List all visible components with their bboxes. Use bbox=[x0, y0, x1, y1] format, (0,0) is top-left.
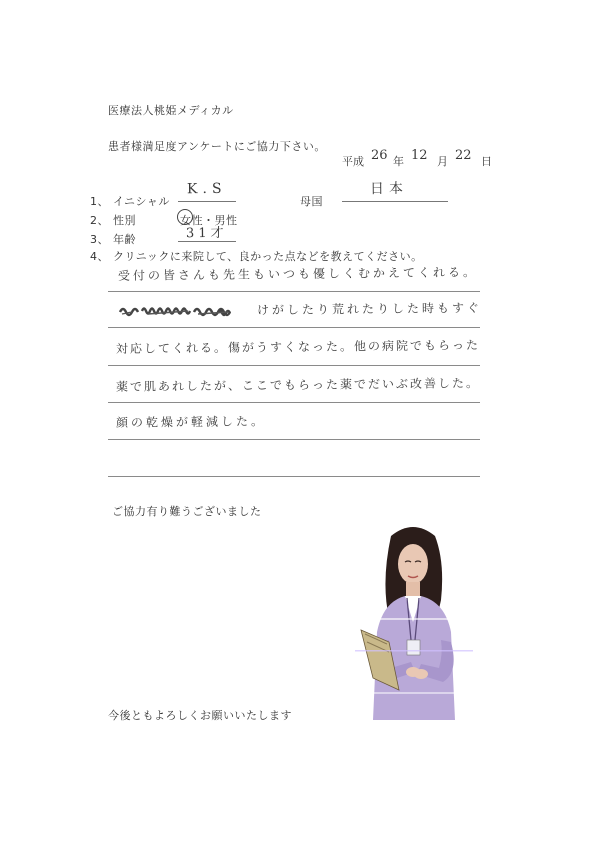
thanks-message: ご協力有り難うございました bbox=[112, 505, 262, 518]
q1-label: イニシャル bbox=[113, 195, 170, 208]
date-month: 12 bbox=[411, 148, 428, 163]
q1-number: 1、 bbox=[90, 195, 109, 208]
q2-number: 2、 bbox=[90, 214, 109, 227]
q3-age-answer: 31才 bbox=[185, 225, 228, 242]
q2-label: 性別 bbox=[113, 214, 136, 227]
date-year-unit: 年 bbox=[393, 155, 404, 168]
ruled-line-5 bbox=[108, 439, 480, 440]
country-label: 母国 bbox=[300, 195, 323, 208]
ruled-line-6 bbox=[108, 476, 480, 477]
q3-number: 3、 bbox=[90, 233, 109, 246]
comment-line-4: 薬で肌あれしたが、ここでもらった薬でだいぶ改善した。 bbox=[115, 376, 481, 394]
q3-label: 年齢 bbox=[113, 233, 136, 246]
date-day: 22 bbox=[455, 148, 472, 163]
ruled-line-3 bbox=[108, 365, 480, 366]
comment-line-5: 顔の乾燥が軽減した。 bbox=[115, 414, 267, 430]
q1-answer-initials: K.S bbox=[186, 180, 227, 198]
ruled-line-4 bbox=[108, 402, 480, 403]
date-month-unit: 月 bbox=[437, 155, 448, 168]
initials-underline bbox=[178, 201, 236, 202]
date-year: 26 bbox=[371, 148, 388, 163]
date-day-unit: 日 bbox=[481, 155, 492, 168]
crossed-out-scribble bbox=[118, 302, 236, 322]
company-name: 医療法人桃姫メディカル bbox=[108, 104, 234, 117]
ruled-line-2 bbox=[108, 327, 480, 328]
q4-label: クリニックに来院して、良かった点などを教えてください。 bbox=[113, 250, 423, 263]
comment-line-1: 受付の皆さんも先生もいつも優しくむかえてくれる。 bbox=[117, 265, 479, 283]
survey-title: 患者様満足度アンケートにご協力下さい。 bbox=[108, 140, 326, 153]
country-answer: 日本 bbox=[369, 180, 409, 198]
country-underline bbox=[342, 201, 448, 202]
date-era: 平成 bbox=[342, 155, 364, 168]
comment-line-2: けがしたり荒れたりした時もすぐ bbox=[256, 300, 483, 318]
staff-photo-image bbox=[355, 522, 473, 720]
closing-message: 今後ともよろしくお願いいたします bbox=[108, 709, 292, 722]
q2-gender-options: 女性・男性 bbox=[180, 214, 238, 227]
age-underline bbox=[178, 241, 236, 242]
comment-line-3: 対応してくれる。傷がうすくなった。他の病院でもらった bbox=[115, 338, 481, 356]
ruled-line-1 bbox=[108, 291, 480, 292]
q4-number: 4、 bbox=[90, 250, 109, 263]
